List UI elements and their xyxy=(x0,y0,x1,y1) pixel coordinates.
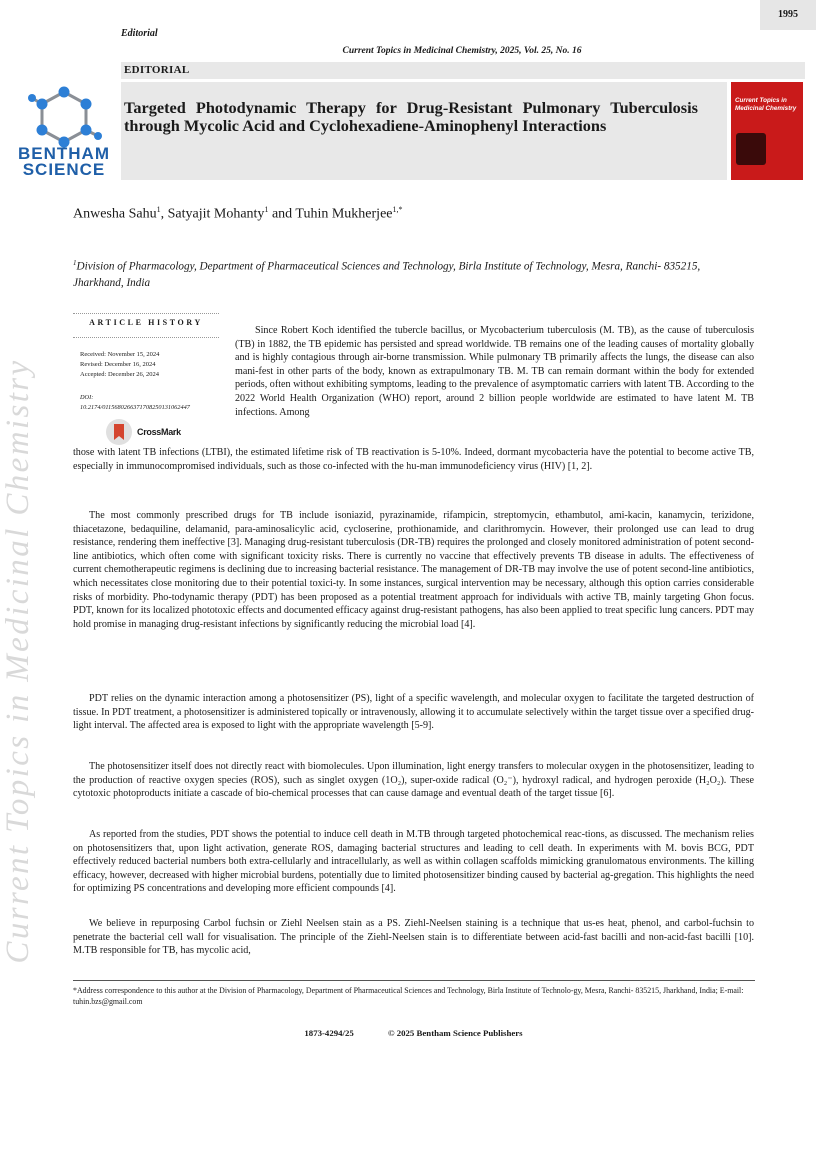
body-paragraph: The photosensitizer itself does not directly react with biomolecules. Upon illumination, light energy transfers to molecular oxygen in the photosensitizer, leading to the production of reactive oxygen species (ROS), such as singlet oxygen (1O₂), super-oxide radical (O₂⁻), hydroxyl radical, and hydrogen peroxide (H₂O₂). These cytotoxic photoproducts initiate a cascade of bio-chemical processes that can cause damage and eventual death of the target tissue [6]. xyxy=(73,761,754,800)
author-name: Satyajit Mohanty xyxy=(167,206,265,222)
body-paragraph: We believe in repurposing Carbol fuchsin or Ziehl Neelsen stain as a PS. Ziehl-Neelsen staining is a technique that us-es heat, phenol, and carbol-fuchsin to penetrate the bacterial cell wall for visualisation. The principle of the Ziehl-Neelsen stain is to differentiate between acid-fast bacilli and non-acid-fast bacilli [10]. M.TB responsible for TB, has mycolic acid, xyxy=(73,918,754,957)
author-name: Anwesha Sahu xyxy=(73,206,157,222)
publisher-logo-line1: BENTHAM xyxy=(18,144,110,163)
body-paragraph: Since Robert Koch identified the tubercle bacillus, or Mycobacterium tuberculosis (M. TB), as the cause of tuberculosis (TB) in 1882, the TB epidemic has persisted and spread worldwide. TB remains one of the leading causes of mortality globally and is highly contagious through air-borne transmission. While pulmonary TB primarily affects the lungs, the disease can also mani-fest in other parts of the body, known as extrapulmonary TB. M. TB can remain dormant within the body for extended periods, often without exhibiting symptoms, leading to the prevalence of asymptomatic carriers with latent TB. According to the 2022 World Health Organization (WHO) report, around 2 billion people worldwide are estimated to have latent M. TB infections. Among xyxy=(235,325,754,418)
body-paragraph: those with latent TB infections (LTBI), the estimated lifetime risk of TB reactivation is 5-10%. Indeed, dormant mycobacteria have the potential to become active TB, especially in immunocompromised individuals, such as those co-infected with the hu-man immunodeficiency virus (HIV) [1, 2]. xyxy=(73,447,754,472)
article-type-band: EDITORIAL xyxy=(121,62,805,79)
article-history-heading: ARTICLE HISTORY xyxy=(89,318,203,327)
doi[interactable]: DOI: 10.2174/0115680266371708250131062447 xyxy=(80,394,190,411)
journal-citation: Current Topics in Medicinal Chemistry, 2025, Vol. 25, No. 16 xyxy=(342,46,582,56)
body-paragraph: The most commonly prescribed drugs for TB include isoniazid, pyrazinamide, rifampicin, streptomycin, ethambutol, ami-kacin, kanamycin, terizidone, thiacetazone, bedaquiline, delamanid, para-aminosalicylic acid, cycloserine, prothionamide, and clarithromycin. However, their prolonged use can lead to drug resistance, rendering them ineffective [3]. Managing drug-resistant tuberculosis (DR-TB) requires the prolonged and closely monitored administration of potent second-line antibiotics, which often come with significant toxicity risks. There is currently no vaccine that effectively prevents TB disease in adults. The effectiveness of current chemotherapeutic regimens is declining due to increasing bacterial resistance. The management of DR-TB may involve the use of potent second-line antibiotics, which necessitates close monitoring due to their potential toxici-ty. In some instances, surgical intervention may be necessary, although this option carries considerable risks of morbidity. Pho-todynamic therapy (PDT) has been proposed as a potential treatment approach for individuals with active TB, mainly targeting Ghon focus. PDT, known for its localized phototoxic effects and documented efficacy against drug-resistant pathogens, has also been applied to treat specific lung cancers. PDT may hold promise in managing drug-resistant infections by significantly reducing the microbial load [4]. xyxy=(73,510,754,630)
correspondence-footnote: *Address correspondence to this author at the Division of Pharmacology, Department of Pharmaceutical Sciences and Technology, Birla Institute of Technolo-gy, Mesra, Ranchi- 835215, Jharkhand, India; E-mail: tuhin.bzs@gmail.com xyxy=(73,986,744,1006)
divider xyxy=(73,337,219,338)
article-history-dates: Received: November 15, 2024 Revised: December 16, 2024 Accepted: December 26, 2024 xyxy=(80,351,160,378)
footnote-divider xyxy=(73,980,755,981)
section-label: Editorial xyxy=(121,28,158,39)
journal-cover-title: Current Topics in Medicinal Chemistry xyxy=(735,97,797,112)
crossmark-icon[interactable] xyxy=(105,418,133,446)
affiliation: $^1$Division of Pharmacology, Department of Pharmaceutical Sciences and Technology, Birla Institute of Technology, Mesra, Ranchi- 835215, Jharkhand, India xyxy=(73,259,701,289)
body-paragraph: PDT relies on the dynamic interaction among a photosensitizer (PS), light of a specific wavelength, and molecular oxygen to facilitate the targeted destruction of tissue. In PDT treatment, a photosensitizer is administered topically or intravenously, allowing it to accumulate selectively within the target tissue over a specified drug-light interval. The affected area is exposed to light with the appropriate wavelength [5-9]. xyxy=(73,693,754,732)
article-title: Targeted Photodynamic Therapy for Drug-Resistant Pulmonary Tuberculosis through Mycolic Acid and Cyclohexadiene-Aminophenyl Interactions xyxy=(124,98,698,135)
divider xyxy=(73,313,219,314)
page-footer xyxy=(73,1028,754,1038)
copyright: © 2025 Bentham Science Publishers xyxy=(387,1028,523,1038)
page-number: 1995 xyxy=(760,0,816,30)
journal-cover-artwork xyxy=(736,133,766,165)
issn: 1873-4294/25 xyxy=(304,1028,354,1038)
author-list: Anwesha Sahu$^1$, Satyajit Mohanty$^1$ and Tuhin Mukherjee$^{1,*}$ xyxy=(73,205,403,222)
author-name: Tuhin Mukherjee xyxy=(295,206,393,222)
publisher-logo-line2: SCIENCE xyxy=(22,160,106,179)
journal-watermark: Current Topics in Medicinal Chemistry xyxy=(0,358,36,964)
body-paragraph: As reported from the studies, PDT shows the potential to induce cell death in M.TB through targeted photochemical reac-tions, as discussed. The mechanism relies on photosensitizers that, upon light activation, generate ROS, damaging bacterial structures and leading to cell death. In experiments with M. bovis BCG, PDT effectively reduced bacterial numbers both extra-cellularly and intracellularly, as well as within collagen scaffolds mimicking granulomatous environments. The killing efficacy, however, decreased with higher microbial burdens, potentially due to limited photosensitizer binding caused by bacterial ag-gregation. This highlights the need for optimizing PS concentrations and developing more efficient compounds [4]. xyxy=(73,829,754,895)
crossmark-label[interactable]: CrossMark xyxy=(137,427,181,437)
